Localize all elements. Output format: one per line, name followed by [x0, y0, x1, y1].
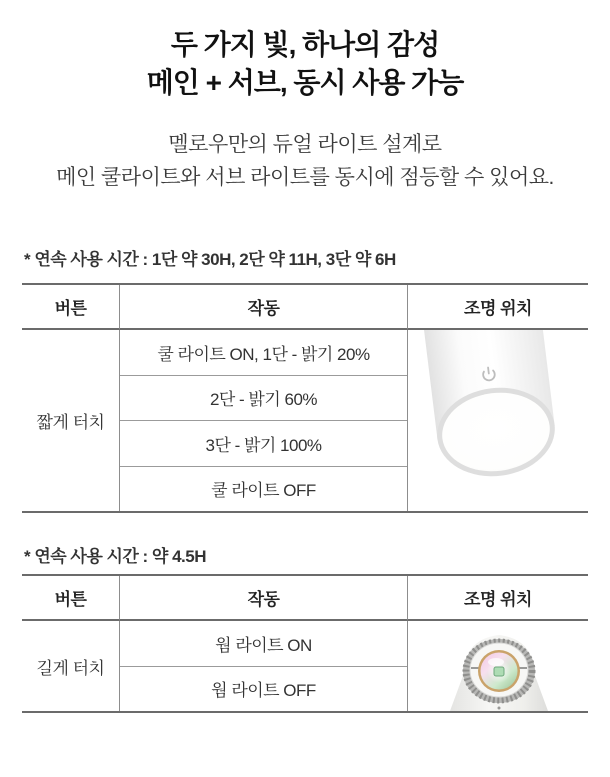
action-row: 웜 라이트 ON — [215, 635, 312, 655]
subtitle-line-1: 멜로우만의 듀얼 라이트 설계로 — [168, 133, 442, 156]
action-row: 쿨 라이트 ON, 1단 - 밝기 20% — [157, 344, 370, 364]
button-cell-long-touch: 길게 터치 — [36, 658, 105, 678]
action-cell-list — [119, 330, 408, 511]
page-subtitle — [0, 128, 610, 194]
cool-light-lamp-illustration — [408, 330, 588, 511]
cool-light-table — [22, 283, 588, 513]
button-cell-short-touch: 짧게 터치 — [36, 413, 105, 432]
col-header-action: 작동 — [119, 576, 408, 621]
col-header-light-position: 조명 위치 — [408, 285, 588, 330]
page-title — [0, 26, 610, 102]
action-cell-list — [119, 621, 408, 711]
cool-light-lamp-photo — [408, 330, 588, 511]
usage-time-note-warm: * 연속 사용 시간 : 약 4.5H — [24, 547, 206, 566]
title-line-2: 메인 + 서브, 동시 사용 가능 — [146, 67, 464, 98]
action-row: 2단 - 밝기 60% — [120, 375, 407, 421]
action-row: 웜 라이트 OFF — [120, 666, 407, 712]
subtitle-line-2: 메인 쿨라이트와 서브 라이트를 동시에 점등할 수 있어요. — [56, 166, 554, 189]
col-header-light-position: 조명 위치 — [408, 576, 588, 621]
col-header-action: 작동 — [119, 285, 408, 330]
warm-light-lens-photo — [408, 621, 588, 711]
col-header-button: 버튼 — [22, 285, 119, 330]
action-row: 쿨 라이트 OFF — [120, 466, 407, 512]
title-line-1: 두 가지 빛, 하나의 감성 — [170, 29, 440, 60]
action-row: 3단 - 밝기 100% — [120, 420, 407, 466]
warm-light-lens-illustration — [408, 621, 588, 711]
warm-light-table — [22, 574, 588, 713]
col-header-button: 버튼 — [22, 576, 119, 621]
usage-time-note-cool: * 연속 사용 시간 : 1단 약 30H, 2단 약 11H, 3단 약 6H — [24, 250, 396, 269]
